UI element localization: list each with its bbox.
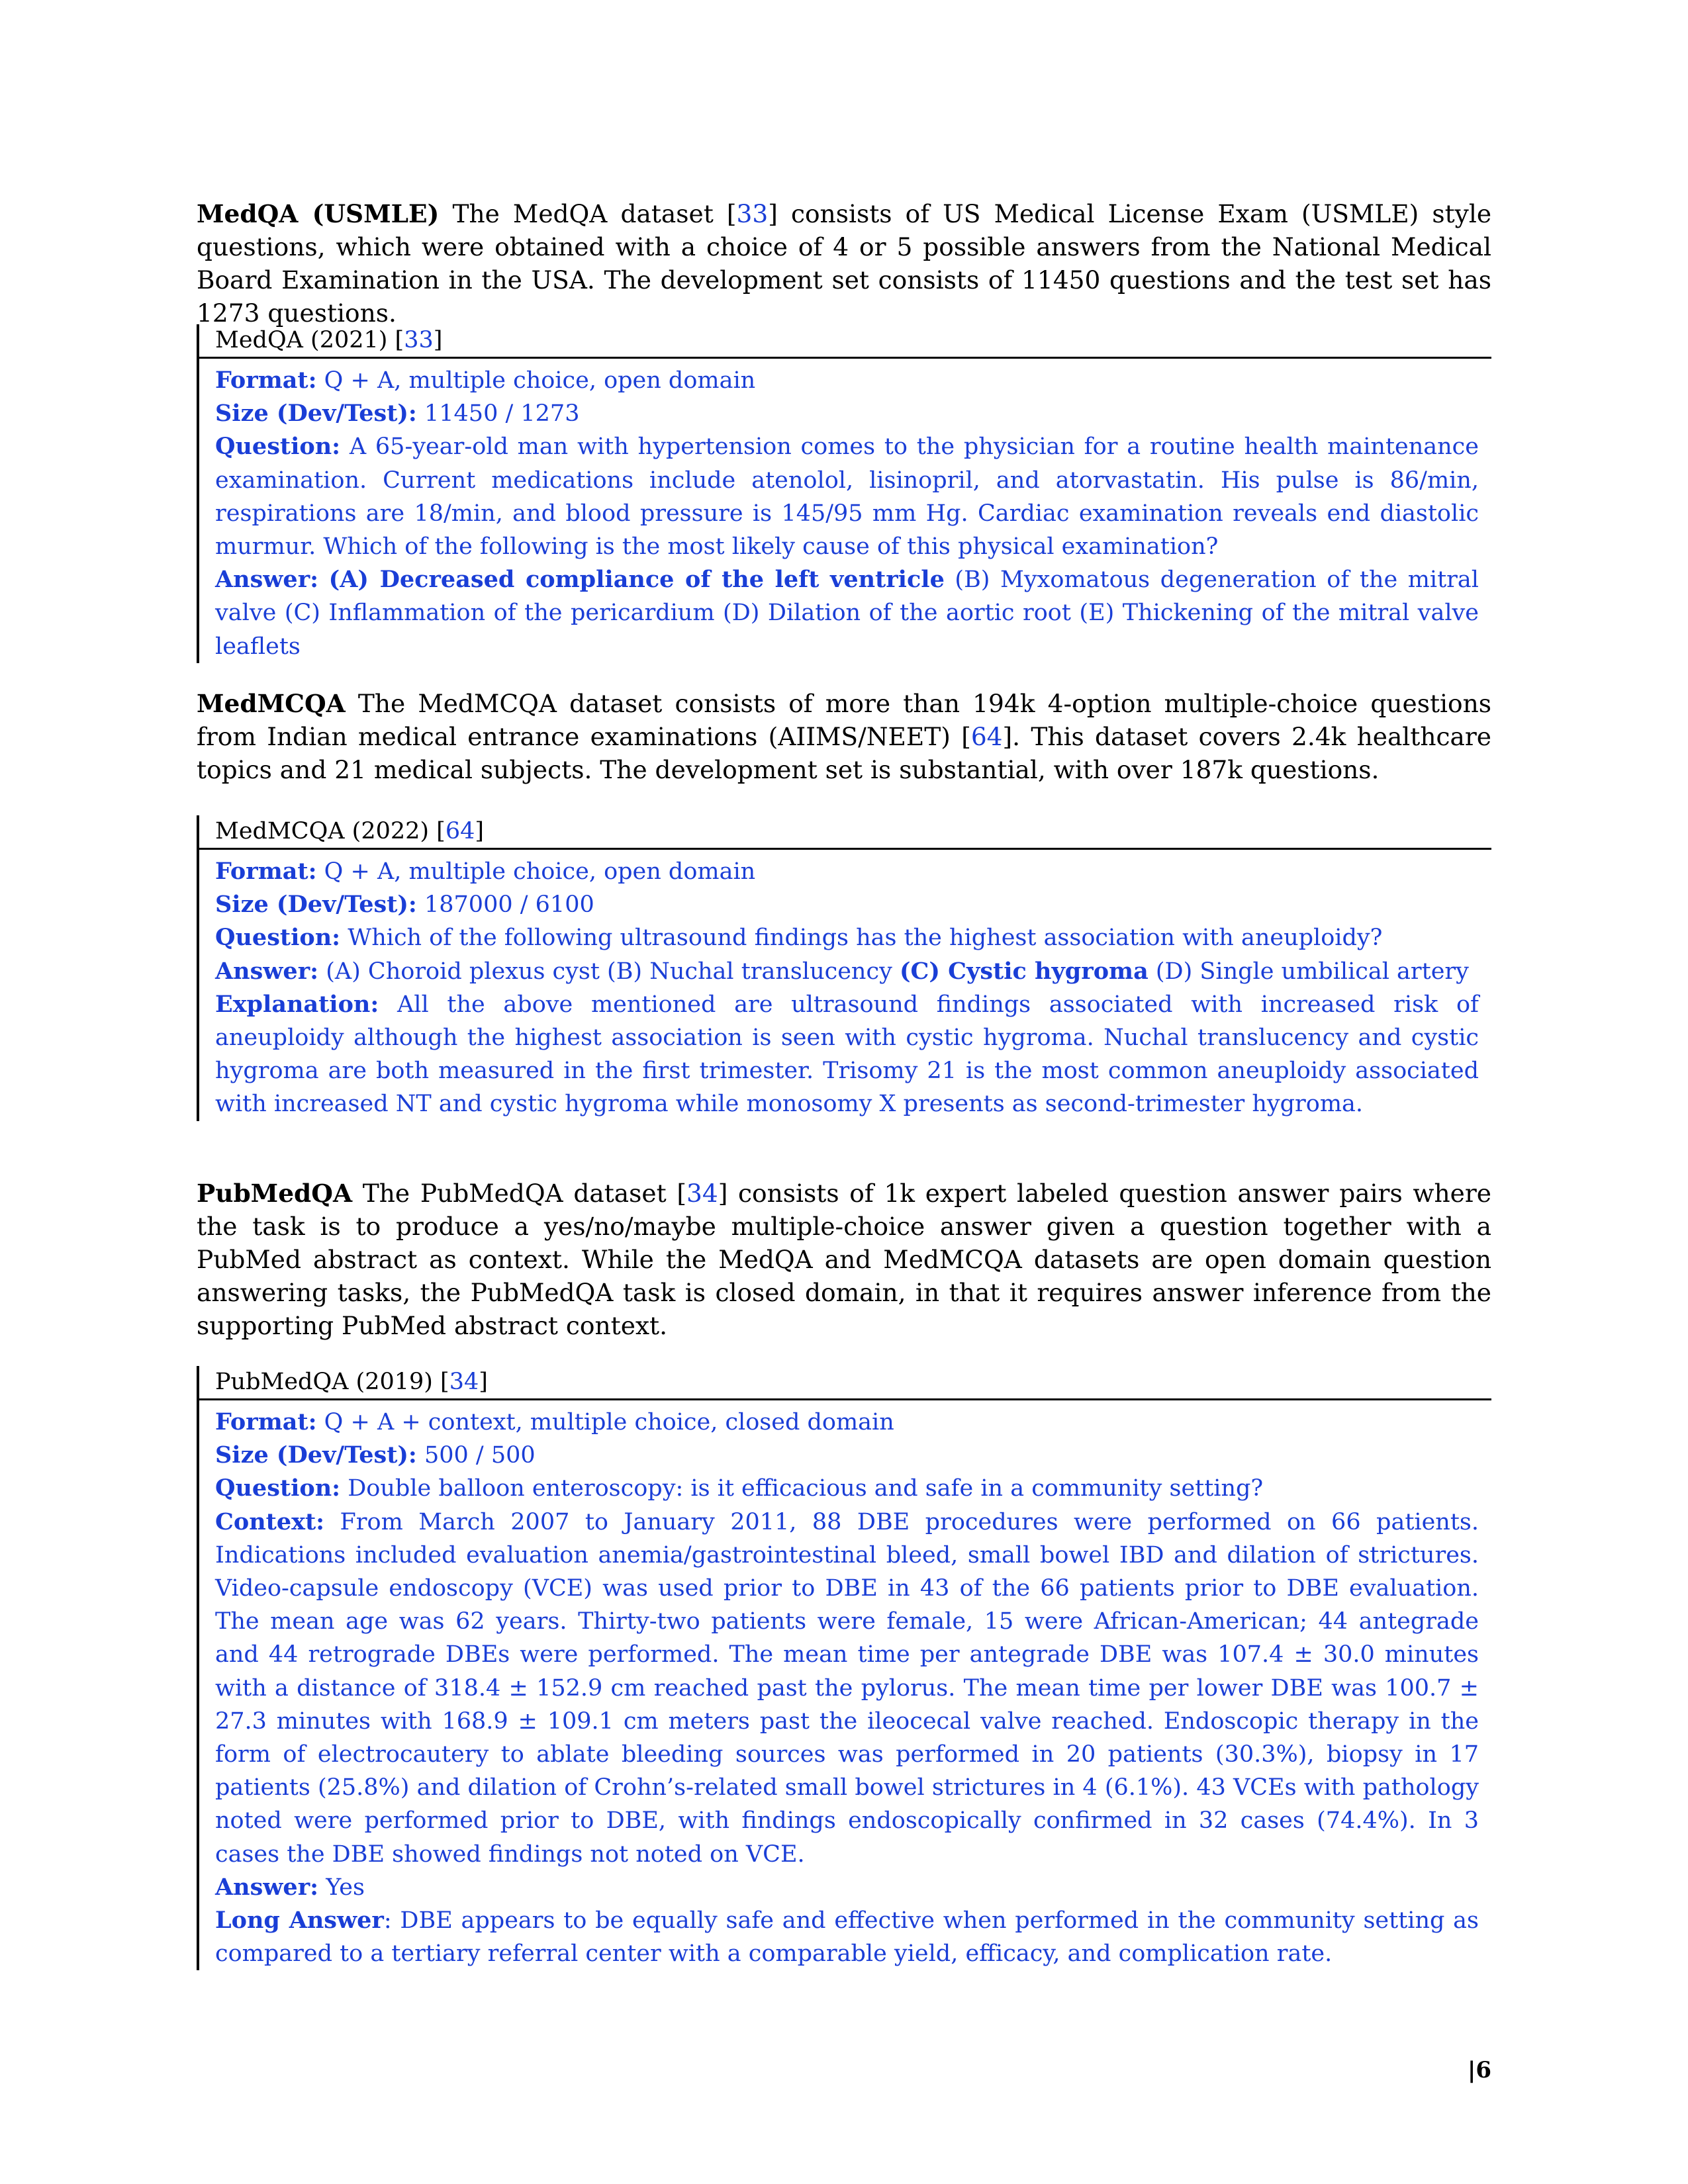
pubmedqa-paragraph: PubMedQA The PubMedQA dataset [34] consists of 1k expert labeled question answer pairs where the task is to produce a yes/no/maybe multiple-choice answer given a question together with a PubMed abstract as context. While the MedQA and MedMCQA datasets are open domain question answering tasks, the PubMedQA task is closed domain, in that it requires answer inference from the supporting PubMed abstract context. xyxy=(197,1179,1491,1340)
citation-link[interactable]: 64 xyxy=(970,722,1003,751)
long-answer-line: Long Answer: DBE appears to be equally safe and effective when performed in the community setting as compared to a tertiary referral center with a comparable yield, efficacy, and complication rate. xyxy=(215,1907,1479,1968)
question-line: Question: A 65-year-old man with hypertension comes to the physician for a routine health maintenance examination. Current medications include atenolol, lisinopril, and atorvastatin. His pulse is 86/min, respirations are 18/min, and blood pressure is 145/95 mm Hg. Cardiac examination reveals end diastolic murmur. Which of the following is the most likely cause of this physical examination? xyxy=(215,433,1479,561)
citation-link[interactable]: 34 xyxy=(449,1369,479,1395)
answer-line: Answer: Yes xyxy=(215,1873,365,1901)
question-line: Question: Which of the following ultrasound findings has the highest association with aneuploidy? xyxy=(215,924,1383,952)
medqa-heading: MedQA (USMLE) xyxy=(197,199,440,228)
medqa-paragraph: MedQA (USMLE) The MedQA dataset [33] consists of US Medical License Exam (USMLE) style questions, which were obtained with a choice of 4 or 5 possible answers from the National Medical Board Examination in the USA. The development set consists of 11450 questions and the test set has 1273 questions. xyxy=(197,199,1492,328)
format-line: Format: Q + A + context, multiple choice, closed domain xyxy=(215,1408,894,1435)
question-line: Question: Double balloon enteroscopy: is it efficacious and safe in a community setting? xyxy=(215,1475,1264,1502)
citation-link[interactable]: 64 xyxy=(445,818,475,844)
medmcqa-example-box xyxy=(197,850,1479,1121)
size-line: Size (Dev/Test): 187000 / 6100 xyxy=(215,891,594,919)
format-line: Format: Q + A, multiple choice, open domain xyxy=(215,367,756,394)
citation-link[interactable]: 34 xyxy=(686,1179,718,1208)
pubmedqa-example-box xyxy=(197,1400,1479,1970)
explanation-line: Explanation: All the above mentioned are ultrasound findings associated with increased risk of aneuploidy although the highest association is seen with cystic hygroma. Nuchal translucency and cystic hygroma are both measured in the first trimester. Trisomy 21 is the most common aneuploidy associated with increased NT and cystic hygroma while monosomy X presents as second-trimester hygroma. xyxy=(215,990,1479,1118)
answer-line: Answer: (A) Decreased compliance of the left ventricle (B) Myxomatous degeneration of the mitral valve (C) Inflammation of the pericardium (D) Dilation of the aortic root (E) Thickening of the mitral valve leaflets xyxy=(215,566,1479,660)
medmcqa-paragraph: MedMCQA The MedMCQA dataset consists of more than 194k 4-option multiple-choice questions from Indian medical entrance examinations (AIIMS/NEET) [64]. This dataset covers 2.4k healthcare topics and 21 medical subjects. The development set is substantial, with over 187k questions. xyxy=(197,689,1492,784)
context-line: Context: From March 2007 to January 2011, 88 DBE procedures were performed on 66 patients. Indications included evaluation anemia/gastrointestinal bleed, small bowel IBD and dilation of strictures. Video-capsule endoscopy (VCE) was used prior to DBE in 43 of the 66 patients prior to DBE evaluation. The mean age was 62 years. Thirty-two patients were female, 15 were African-American; 44 antegrade and 44 retrograde DBEs were performed. The mean time per antegrade DBE was 107.4 ± 30.0 minutes with a distance of 318.4 ± 152.9 cm reached past the pylorus. The mean time per lower DBE was 100.7 ± 27.3 minutes with 168.9 ± 109.1 cm meters past the ileocecal valve reached. Endoscopic therapy in the form of electrocautery to ablate bleeding sources was performed in 20 patients (30.3%), biopsy in 17 patients (25.8%) and dilation of Crohn’s-related small bowel strictures in 4 (6.1%). 43 VCEs with pathology noted were performed prior to DBE, with findings endoscopically confirmed in 32 cases (74.4%). In 3 cases the DBE showed findings not noted on VCE. xyxy=(215,1508,1479,1868)
medqa-example-box xyxy=(197,359,1479,663)
page-number: |6 xyxy=(1467,2057,1491,2083)
medqa-box-title: MedQA (2021) [33] xyxy=(197,324,1491,359)
citation-link[interactable]: 33 xyxy=(404,327,434,353)
pubmedqa-heading: PubMedQA xyxy=(197,1179,353,1208)
pubmedqa-box-title: PubMedQA (2019) [34] xyxy=(197,1366,1491,1400)
citation-link[interactable]: 33 xyxy=(736,199,769,228)
answer-line: Answer: (A) Choroid plexus cyst (B) Nuchal translucency (C) Cystic hygroma (D) Single umbilical artery xyxy=(215,957,1469,985)
size-line: Size (Dev/Test): 500 / 500 xyxy=(215,1441,536,1469)
size-line: Size (Dev/Test): 11450 / 1273 xyxy=(215,400,580,428)
format-line: Format: Q + A, multiple choice, open domain xyxy=(215,858,756,885)
medmcqa-heading: MedMCQA xyxy=(197,689,346,718)
medmcqa-box-title: MedMCQA (2022) [64] xyxy=(197,815,1491,850)
